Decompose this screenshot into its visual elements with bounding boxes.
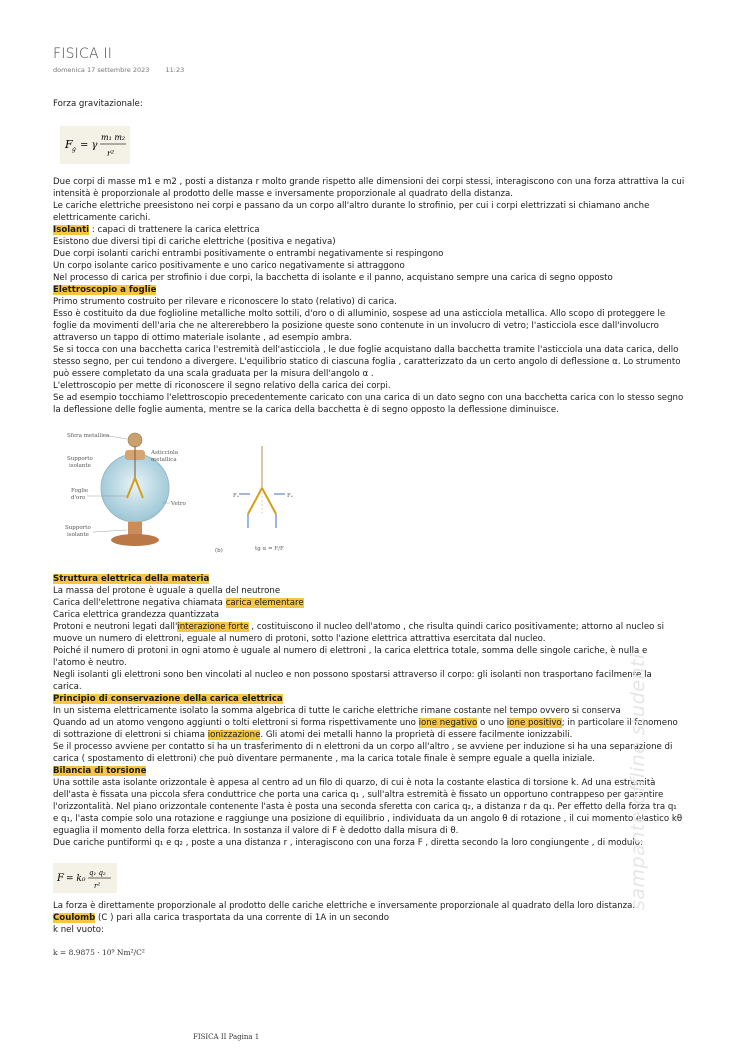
text-line: di sottrazione di elettroni si chiama ionizzazione. Gli atomi dei metalli hanno la proprietà di essere facilmente ionizzabili.	[53, 730, 573, 740]
text-line: Un corpo isolante carico positivamente e uno carico negativamente si attraggono	[53, 261, 405, 271]
text-line: Poiché il numero di protoni in ogni atomo è uguale al numero di elettroni , la carica elettrica totale, somma delle singole cariche, è nulla e	[53, 646, 648, 656]
text-line: foglie da movimenti dell'aria che ne altererebbero la posizione queste sono contenute in un involucro di vetro; l'asticciola esce dall'involucro	[53, 321, 659, 331]
page-meta	[53, 66, 198, 74]
formula-num: q₁ q₂	[89, 869, 106, 877]
section-heading: Principio di conservazione della carica elettrica	[53, 694, 283, 704]
svg-text:d'oro: d'oro	[71, 495, 86, 501]
highlight-coulomb: Coulomb	[53, 913, 96, 923]
text-line: Se ad esempio tocchiamo l'elettroscopio precedentemente caricato con una carica di un dato segno con una bacchetta carica con lo stesso segno	[53, 393, 684, 403]
text-line: eguaglia il momento della forza elettrica. In sostanza il valore di F è dedotto dalla misura di θ.	[53, 826, 459, 836]
text-line: Carica dell'elettrone negativa chiamata carica elementare	[53, 598, 304, 608]
text-line: Esistono due diversi tipi di cariche elettriche (positiva e negativa)	[53, 237, 336, 247]
text-line: Se si tocca con una bacchetta carica l'estremità dell'asticciola , le due foglie acquistano dalla bacchetta tramite l'asticciola una data carica, dello	[53, 345, 679, 355]
metal-sphere	[128, 433, 142, 447]
formula-lhs: F	[65, 138, 73, 151]
k-value-formula: k = 8.9875 · 10⁹ Nm²/C²	[53, 948, 145, 957]
text-line: può essere completato da una scala graduata per la misura dell'angolo α .	[53, 369, 374, 379]
formula-lhs: F	[57, 873, 64, 884]
text-line: Forza gravitazionale:	[53, 99, 143, 109]
text-line: Due cariche puntiformi q₁ e q₂ , poste a una distanza r , interagiscono con una forza F , diretta secondo la loro congiungente , di modulo:	[53, 838, 643, 848]
svg-text:isolante: isolante	[69, 463, 91, 469]
svg-text:metallica: metallica	[151, 457, 177, 463]
highlight-isolanti: Isolanti	[53, 225, 90, 235]
text-line: k nel vuoto:	[53, 925, 104, 935]
page-footer: FISICA II Pagina 1	[193, 1033, 260, 1041]
highlight-ione-positivo: ione positivo	[506, 718, 562, 728]
svg-text:Supporto: Supporto	[65, 525, 91, 531]
text-line: stesso segno, per cui tendono a divergere. L'equilibrio statico di ciascuna foglia , caratterizzato da un certo angolo di deflessione α. Lo strumento	[53, 357, 681, 367]
coulomb-formula	[53, 863, 117, 893]
section-heading: Bilancia di torsione	[53, 766, 147, 776]
text-line: Coulomb (C ) pari alla carica trasportata da una corrente di 1A in un secondo	[53, 913, 390, 923]
svg-text:Asticciola: Asticciola	[151, 450, 179, 456]
text-line: e q₁, l'asta compie solo una rotazione e raggiunge una posizione di equilibrio , individuata da un angolo θ di rotazione , il cui momento elastico kθ	[53, 814, 683, 824]
text-line: Carica elettrica grandezza quantizzata	[53, 610, 220, 620]
formula-den: r²	[94, 882, 101, 890]
text-line: La forza è direttamente proporzionale al prodotto delle cariche elettriche e inversamente proporzionale al quadrato della loro distanza.	[53, 901, 636, 911]
text-line: Due corpi di masse m1 e m2 , posti a distanza r molto grande rispetto alle dimensioni dei corpi stessi, interagiscono con una forza attrattiva la cui	[53, 177, 685, 187]
text-line: Due corpi isolanti carichi entrambi positivamente o entrambi negativamente si respingono	[53, 249, 444, 259]
highlight-interazione-forte: interazione forte	[177, 622, 249, 632]
text-line: Se il processo avviene per contatto si ha un trasferimento di n elettroni da un corpo all'altro , se avviene per induzione si ha una separazione di	[53, 742, 673, 752]
text-line: Primo strumento costruito per rilevare e riconoscere lo stato (relativo) di carica.	[53, 297, 397, 307]
formula-num: m₁ m₂	[101, 133, 126, 142]
highlight-ione-negativo: ione negativo	[418, 718, 478, 728]
page-time: 11:23	[165, 66, 185, 74]
highlight-ionizzazione: ionizzazione	[207, 730, 261, 740]
svg-text:Fₑ: Fₑ	[287, 493, 293, 499]
text-line: carica ( spostamento di elettroni) che può diventare permanente , ma la carica totale finale è sempre eguale a quella iniziale.	[53, 754, 595, 764]
text-line: Quando ad un atomo vengono aggiunti o tolti elettroni si forma rispettivamente uno ione negativo o uno ione positivo; in particolare il fenomeno	[53, 718, 678, 728]
base	[111, 534, 159, 546]
section-heading: Struttura elettrica della materia	[53, 574, 210, 584]
text-line: Negli isolanti gli elettroni sono ben vincolati al nucleo e non possono spostarsi attraverso il corpo: gli isolanti non trasportano facilmente la	[53, 670, 652, 680]
svg-text:(b): (b)	[215, 548, 223, 554]
svg-text:tg α = F/F: tg α = F/F	[255, 546, 284, 552]
formula-eq: = k₀	[66, 874, 86, 884]
section-heading: Elettroscopio a foglie	[53, 285, 157, 295]
svg-text:Fₑ: Fₑ	[233, 493, 239, 499]
text-line: Protoni e neutroni legati dall'interazione forte , costituiscono il nucleo dell'atomo , che risulta quindi carico positivamente; attorno al nucleo si	[53, 622, 665, 632]
svg-text:Sfera metallica: Sfera metallica	[67, 433, 110, 439]
text-line: La massa del protone è uguale a quella del neutrone	[53, 586, 281, 596]
text-line: Isolanti : capaci di trattenere la carica elettrica	[53, 225, 260, 235]
formula-eq: = γ	[80, 140, 98, 151]
text-line: attraverso un tappo di ottimo materiale isolante , ad esempio ambra.	[53, 333, 352, 343]
text-line: muove un numero di elettroni, eguale al numero di protoni, sotto l'azione elettrica attrattiva esercitata dal nucleo.	[53, 634, 546, 644]
formula-sub: g	[72, 146, 76, 153]
svg-text:Supporto: Supporto	[67, 456, 93, 462]
svg-text:isolante: isolante	[67, 532, 89, 538]
page-title: FISICA II	[53, 46, 113, 62]
text-line: l'atomo è neutro.	[53, 658, 127, 668]
gravity-formula	[60, 126, 130, 164]
text-line: dell'asta è fissata una piccola sfera conduttrice che porta una carica q₁ , sull'altra estremità è fissato un opportuno contrappeso per garantire	[53, 790, 664, 800]
svg-text:Foglie: Foglie	[71, 488, 89, 494]
text-line: carica.	[53, 682, 82, 692]
text-line: la deflessione delle foglie aumenta, mentre se la carica della bacchetta è di segno opposto la deflessione diminuisce.	[53, 405, 559, 415]
text-line: Esso è costituito da due foglioline metalliche molto sottili, d'oro o di alluminio, sospese ad una asticciola metallica. Allo scopo di proteggere le	[53, 309, 666, 319]
formula-den: r²	[107, 149, 115, 158]
electroscope-figure	[53, 426, 303, 558]
text-line: Una sottile asta isolante orizzontale è appesa al centro ad un filo di quarzo, di cui è nota la costante elastica di torsione k. Ad una estremità	[53, 778, 656, 788]
text-line: intensità è proporzionale al prodotto delle masse e inversamente proporzionale al quadrato della distanza.	[53, 189, 513, 199]
text-line: In un sistema elettricamente isolato la somma algebrica di tutte le cariche elettriche rimane costante nel tempo ovvero si conserva	[53, 706, 621, 716]
text-line: L'elettroscopio per mette di riconoscere il segno relativo della carica dei corpi.	[53, 381, 391, 391]
text-line: l'orizzontalità. Nel piano orizzontale contenente l'asta è posta una seconda sferetta con carica q₂, a distanza r da q₁. Per effetto della forza tra q₁	[53, 802, 677, 812]
text-line: Nel processo di carica per strofinio i due corpi, la bacchetta di isolante e il panno, acquistano sempre una carica di segno opposto	[53, 273, 613, 283]
text-line: elettricamente carichi.	[53, 213, 151, 223]
text-line: Le cariche elettriche preesistono nei corpi e passano da un corpo all'altro durante lo strofinio, per cui i corpi elettrizzati si chiamano anche	[53, 201, 650, 211]
highlight-carica-elementare: carica elementare	[225, 598, 304, 608]
watermark: sampante offline studenti	[627, 653, 649, 910]
bottom-support	[128, 522, 142, 536]
svg-text:Vetro: Vetro	[171, 501, 186, 507]
page-date: domenica 17 settembre 2023	[53, 66, 150, 74]
